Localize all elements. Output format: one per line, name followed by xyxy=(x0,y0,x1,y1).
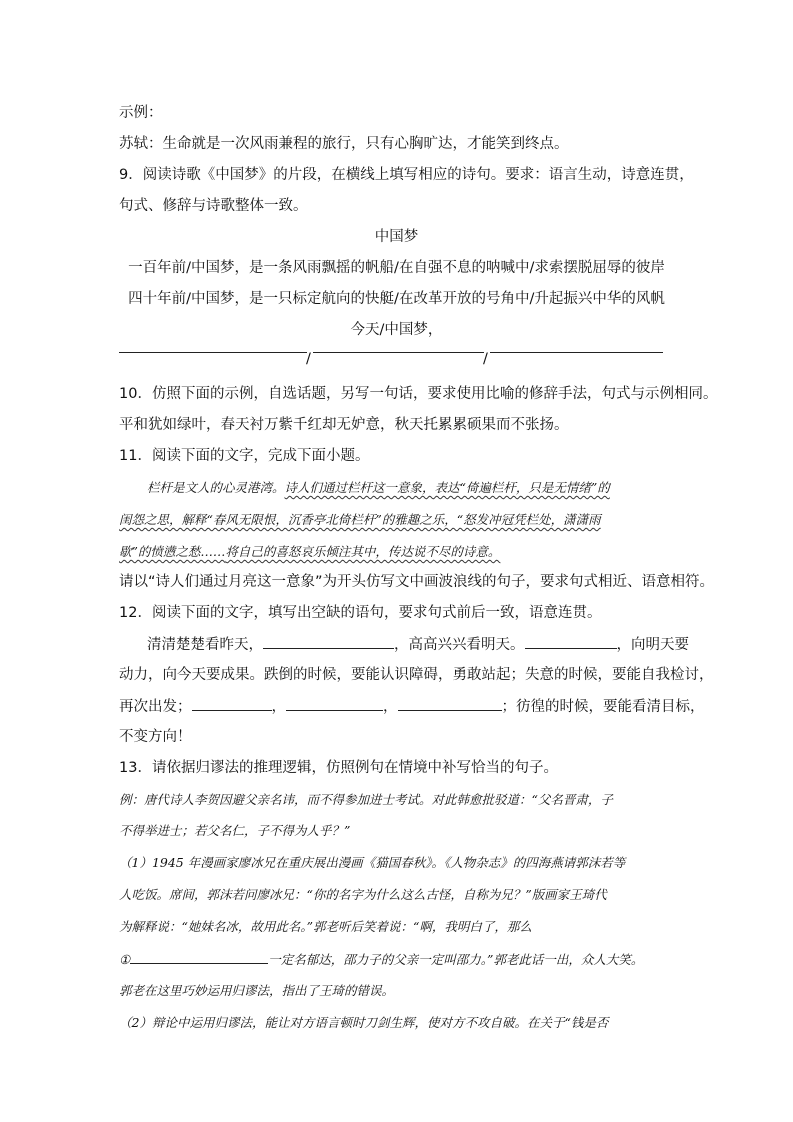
q13-s1-line-2: 人吃饭。席间，郭沫若问廖冰兄：“你的名字为什么这么古怪，自称为兄？”版画家王琦代 xyxy=(119,887,607,902)
q13-s1-line-5: 郭老在这里巧妙运用归谬法，指出了王琦的错误。 xyxy=(119,983,395,998)
example-text: 苏轼：生命就是一次风雨兼程的旅行，只有心胸旷达，才能笑到终点。 xyxy=(119,136,569,152)
q9-prompt-line2: 句式、修辞与诗歌整体一致。 xyxy=(119,198,308,214)
fill-blank-5[interactable] xyxy=(398,696,502,711)
passage-text: 栏杆是文人的心灵港湾。 xyxy=(147,480,285,495)
q13-example-line-2: 不得举进士；若父名仁，子不得为人乎？” xyxy=(119,823,351,838)
answer-blank-1[interactable] xyxy=(119,352,307,353)
fill-blank-4[interactable] xyxy=(286,696,383,711)
q13-s1-line-4 xyxy=(119,949,643,970)
poem-line-2: 四十年前/中国梦，是一只标定航向的快艇/在改革开放的号角中/升起振兴中华的风帆 xyxy=(128,291,665,307)
text-segment: ，向明天要 xyxy=(616,637,689,653)
circled-number: ① xyxy=(119,952,131,967)
text-segment: ， xyxy=(383,699,398,715)
q11-instruction: 请以“诗人们通过月亮这一意象”为开头仿写文中画波浪线的句子，要求句式相近、语意相符。 xyxy=(119,574,715,590)
fill-blank-1[interactable] xyxy=(263,634,394,649)
q9-prompt-line1: 9．阅读诗歌《中国梦》的片段，在横线上填写相应的诗句。要求：语言生动，诗意连贯， xyxy=(119,167,694,183)
wavy-underlined-text: 诗人们通过栏杆这一意象，表达“倚遍栏杆，只是无情绪”的 xyxy=(284,480,610,495)
poem-slash-2: / xyxy=(483,351,488,367)
example-header: 示例： xyxy=(119,105,163,121)
poem-line-3: 今天/中国梦， xyxy=(350,322,443,338)
text-segment: 再次出发； xyxy=(119,699,192,715)
fill-blank-3[interactable] xyxy=(192,696,272,711)
passage-line-3 xyxy=(119,542,500,562)
fill-blank-2[interactable] xyxy=(525,634,617,649)
fill-blank-6[interactable] xyxy=(130,949,268,964)
q12-para-line-4: 不变方向！ xyxy=(119,729,192,745)
q13-s2-line-1: （2）辩论中运用归谬法，能让对方语言顿时刀剑生辉，使对方不攻自破。在关于“钱是否 xyxy=(119,1015,609,1030)
q10-prompt: 10．仿照下面的示例，自选话题，另写一句话，要求使用比喻的修辞手法，句式与示例相同。 xyxy=(119,386,718,402)
text-segment: ，高高兴兴看明天。 xyxy=(394,637,525,653)
passage-line-1 xyxy=(147,478,610,498)
q10-example: 平和犹如绿叶，春天衬万紫千红却无妒意，秋天托累累硕果而不张扬。 xyxy=(119,417,569,433)
wavy-underlined-text: 歇”的愤懑之愁…… xyxy=(119,544,226,559)
q13-example-line-1: 例：唐代诗人李贺因避父亲名讳，而不得参加进士考试。对此韩愈批驳道：“父名晋肃，子 xyxy=(119,792,613,807)
poem-slash-1: / xyxy=(306,351,311,367)
q13-s1-line-1: （1）1945 年漫画家廖冰兄在重庆展出漫画《猫国春秋》。《人物杂志》的四海燕请郭沫若等 xyxy=(119,855,626,870)
text-segment: ， xyxy=(271,699,286,715)
poem-title: 中国梦 xyxy=(374,229,419,245)
answer-blank-2[interactable] xyxy=(313,352,484,353)
q12-para-line-1 xyxy=(147,634,689,655)
q12-para-line-2: 动力，向今天要成果。跌倒的时候，要能认识障碍，勇敢站起；失意的时候，要能自我检讨， xyxy=(119,667,714,683)
q12-para-line-3 xyxy=(119,696,705,717)
answer-blank-3[interactable] xyxy=(490,352,663,353)
wavy-underlined-text: 将自己的喜怒哀乐倾注其中，传达说不尽的诗意。 xyxy=(225,544,501,559)
passage-line-2: 闺怨之思，解释“春风无限恨，沉香亭北倚栏杆”的雅趣之乐，“怒发冲冠凭栏处，潇潇雨 xyxy=(119,512,601,527)
q11-prompt: 11．阅读下面的文字，完成下面小题。 xyxy=(119,448,370,464)
text-segment: ；彷徨的时候，要能看清目标， xyxy=(501,699,705,715)
poem-line-1: 一百年前/中国梦，是一条风雨飘摇的帆船/在自强不息的呐喊中/求索摆脱屈辱的彼岸 xyxy=(128,260,665,276)
q13-prompt: 13．请依据归谬法的推理逻辑，仿照例句在情境中补写恰当的句子。 xyxy=(119,760,558,776)
text-segment: 清清楚楚看昨天， xyxy=(147,637,263,653)
q12-prompt: 12．阅读下面的文字，填写出空缺的语句，要求句式前后一致，语意连贯。 xyxy=(119,605,602,621)
q13-s1-line-3: 为解释说：“她妹名冰，故用此名。”郭老听后笑着说：“啊，我明白了，那么 xyxy=(119,919,532,934)
text-segment: 一定名郁达，邵力子的父亲一定叫邵力。”郭老此话一出，众人大笑。 xyxy=(268,952,644,967)
